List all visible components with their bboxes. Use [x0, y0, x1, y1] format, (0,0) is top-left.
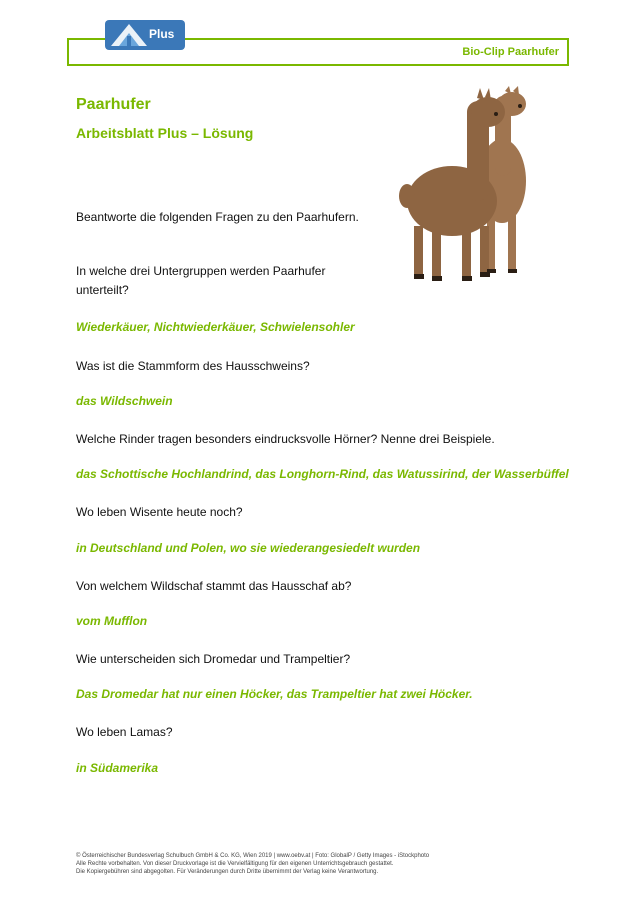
question-1-line2: unterteilt? [76, 283, 129, 297]
question-1 [76, 262, 325, 300]
footer-line-3: Die Kopiergebühren sind abgegolten. Für Veränderungen durch Dritte übernimmt der Verlag keine Verantwortung. [76, 869, 379, 875]
question-5: Von welchem Wildschaf stammt das Hausschaf ab? [76, 579, 352, 593]
question-6: Wie unterscheiden sich Dromedar und Trampeltier? [76, 652, 351, 666]
answer-6: Das Dromedar hat nur einen Höcker, das Trampeltier hat zwei Höcker. [76, 687, 473, 701]
alpaca-photo [392, 86, 566, 286]
header-title: Bio-Clip Paarhufer [462, 46, 559, 58]
question-4: Wo leben Wisente heute noch? [76, 505, 243, 519]
page-subtitle: Arbeitsblatt Plus – Lösung [76, 125, 254, 141]
page-title: Paarhufer [76, 96, 151, 113]
footer-line-1: © Österreichischer Bundesverlag Schulbuch GmbH & Co. KG, Wien 2019 | www.oebv.at | Foto: GlobalP / Getty Images - iStockphoto [76, 853, 430, 859]
answer-3: das Schottische Hochlandrind, das Longhorn-Rind, das Watussirind, der Wasserbüffel [76, 467, 569, 481]
question-2: Was ist die Stammform des Hausschweins? [76, 359, 310, 373]
answer-5: vom Mufflon [76, 614, 148, 628]
footer-line-2: Alle Rechte vorbehalten. Von dieser Druckvorlage ist die Vervielfältigung für den eigenen Unterrichtsgebrauch gestattet. [76, 861, 394, 867]
footer-copyright [76, 852, 429, 876]
answer-4: in Deutschland und Polen, wo sie wiederangesiedelt wurden [76, 541, 421, 555]
question-3: Welche Rinder tragen besonders eindrucksvolle Hörner? Nenne drei Beispiele. [76, 432, 495, 446]
logo-text: Plus [149, 27, 175, 41]
intro-text: Beantworte die folgenden Fragen zu den Paarhufern. [76, 210, 359, 224]
question-1-line1: In welche drei Untergruppen werden Paarhufer [76, 264, 326, 278]
question-7: Wo leben Lamas? [76, 725, 173, 739]
answer-2: das Wildschwein [76, 394, 173, 408]
answer-7: in Südamerika [76, 761, 159, 775]
answer-1: Wiederkäuer, Nichtwiederkäuer, Schwielensohler [76, 320, 355, 334]
plus-logo [105, 20, 185, 50]
